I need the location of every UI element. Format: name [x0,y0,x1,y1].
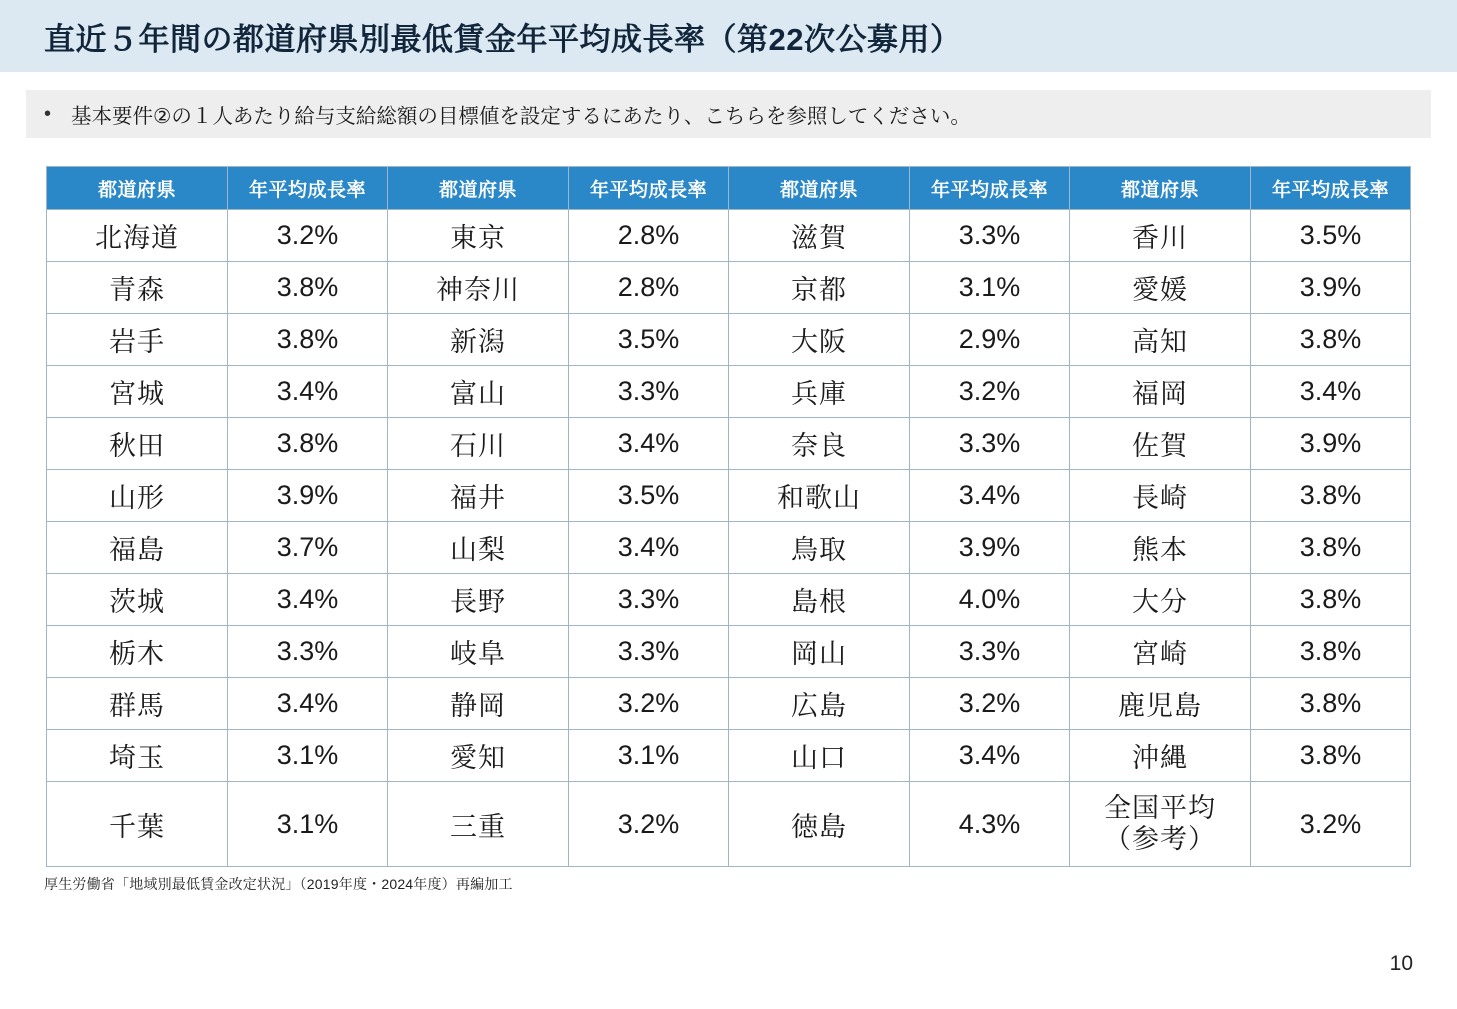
prefecture-cell: 宮崎 [1070,626,1251,678]
prefecture-cell: 大分 [1070,574,1251,626]
table-row [47,470,1411,522]
prefecture-cell: 山口 [729,730,910,782]
growth-rate-cell: 3.2% [228,210,388,262]
prefecture-growth-table [46,166,1411,867]
table-row [47,782,1411,867]
column-header: 年平均成長率 [569,167,729,210]
table-row [47,574,1411,626]
column-header: 都道府県 [47,167,228,210]
prefecture-cell: 富山 [388,366,569,418]
title-band [0,0,1457,72]
prefecture-cell: 静岡 [388,678,569,730]
growth-rate-cell: 3.8% [1251,470,1411,522]
prefecture-cell: 長野 [388,574,569,626]
prefecture-cell: 熊本 [1070,522,1251,574]
page-title: 直近５年間の都道府県別最低賃金年平均成長率（第22次公募用） [44,21,962,57]
prefecture-cell: 愛媛 [1070,262,1251,314]
prefecture-cell: 千葉 [47,782,228,867]
column-header: 都道府県 [1070,167,1251,210]
growth-rate-cell: 3.9% [228,470,388,522]
prefecture-cell: 広島 [729,678,910,730]
table-row [47,262,1411,314]
growth-rate-cell: 3.7% [228,522,388,574]
note-callout [26,90,1431,138]
prefecture-cell: 岡山 [729,626,910,678]
growth-rate-cell: 3.3% [910,626,1070,678]
prefecture-cell: 埼玉 [47,730,228,782]
growth-rate-cell: 3.4% [228,366,388,418]
prefecture-cell: 福井 [388,470,569,522]
growth-rate-cell: 3.1% [228,782,388,867]
growth-rate-cell: 3.8% [1251,574,1411,626]
growth-rate-cell: 3.3% [228,626,388,678]
table-row [47,210,1411,262]
prefecture-cell: 島根 [729,574,910,626]
prefecture-cell: 石川 [388,418,569,470]
prefecture-cell: 和歌山 [729,470,910,522]
growth-rate-cell: 3.8% [228,262,388,314]
table-row [47,626,1411,678]
growth-rate-cell: 3.9% [1251,418,1411,470]
growth-rate-cell: 3.8% [1251,314,1411,366]
growth-rate-cell: 3.8% [1251,626,1411,678]
growth-rate-cell: 3.8% [228,418,388,470]
prefecture-cell: 秋田 [47,418,228,470]
table-body [47,210,1411,867]
prefecture-cell: 鹿児島 [1070,678,1251,730]
growth-rate-cell: 3.1% [228,730,388,782]
table-row [47,314,1411,366]
growth-rate-cell: 3.8% [228,314,388,366]
bullet-icon: • [44,103,52,125]
prefecture-cell: 宮城 [47,366,228,418]
column-header: 都道府県 [729,167,910,210]
column-header: 年平均成長率 [228,167,388,210]
prefecture-cell: 東京 [388,210,569,262]
growth-rate-cell: 3.2% [910,366,1070,418]
note-text: 基本要件②の１人あたり給与支給総額の目標値を設定するにあたり、こちらを参照してください。 [71,105,971,128]
table-row [47,522,1411,574]
prefecture-cell: 滋賀 [729,210,910,262]
prefecture-cell: 山梨 [388,522,569,574]
growth-rate-cell: 3.5% [1251,210,1411,262]
prefecture-cell: 福岡 [1070,366,1251,418]
growth-rate-cell: 3.3% [569,626,729,678]
growth-rate-cell: 3.4% [569,418,729,470]
prefecture-cell: 兵庫 [729,366,910,418]
column-header: 都道府県 [388,167,569,210]
growth-rate-cell: 3.4% [910,470,1070,522]
table-row [47,366,1411,418]
growth-rate-cell: 3.2% [569,782,729,867]
growth-rate-cell: 3.9% [910,522,1070,574]
growth-rate-cell: 3.4% [228,678,388,730]
growth-rate-cell: 3.3% [569,574,729,626]
prefecture-cell: 青森 [47,262,228,314]
prefecture-cell: 佐賀 [1070,418,1251,470]
prefecture-cell: 茨城 [47,574,228,626]
prefecture-cell: 岩手 [47,314,228,366]
growth-rate-cell: 3.8% [1251,730,1411,782]
prefecture-cell: 長崎 [1070,470,1251,522]
growth-rate-cell: 3.4% [228,574,388,626]
growth-rate-cell: 2.9% [910,314,1070,366]
prefecture-cell: 栃木 [47,626,228,678]
prefecture-cell: 三重 [388,782,569,867]
prefecture-cell: 沖縄 [1070,730,1251,782]
prefecture-cell: 群馬 [47,678,228,730]
table-header-row [47,167,1411,210]
prefecture-cell: 大阪 [729,314,910,366]
table-row [47,678,1411,730]
prefecture-cell: 神奈川 [388,262,569,314]
growth-rate-cell: 3.1% [569,730,729,782]
prefecture-cell: 北海道 [47,210,228,262]
prefecture-cell: 岐阜 [388,626,569,678]
table-row [47,418,1411,470]
growth-rate-cell: 3.4% [569,522,729,574]
prefecture-cell: 徳島 [729,782,910,867]
prefecture-cell: 愛知 [388,730,569,782]
growth-rate-cell: 3.9% [1251,262,1411,314]
growth-rate-cell: 3.3% [569,366,729,418]
growth-rate-cell: 3.3% [910,418,1070,470]
growth-rate-cell: 3.4% [910,730,1070,782]
page-number: 10 [1389,952,1413,975]
growth-rate-cell: 3.4% [1251,366,1411,418]
growth-rate-cell: 3.1% [910,262,1070,314]
column-header: 年平均成長率 [1251,167,1411,210]
column-header: 年平均成長率 [910,167,1070,210]
prefecture-cell: 京都 [729,262,910,314]
growth-rate-cell: 3.3% [910,210,1070,262]
growth-rate-cell: 2.8% [569,262,729,314]
growth-rate-cell: 4.3% [910,782,1070,867]
prefecture-cell: 鳥取 [729,522,910,574]
growth-rate-cell: 3.2% [910,678,1070,730]
prefecture-cell: 新潟 [388,314,569,366]
growth-rate-cell: 3.8% [1251,678,1411,730]
source-note: 厚生労働省「地域別最低賃金改定状況」（2019年度・2024年度）再編加工 [44,876,513,892]
prefecture-cell: 香川 [1070,210,1251,262]
growth-rate-cell: 3.5% [569,470,729,522]
prefecture-cell: 奈良 [729,418,910,470]
growth-rate-cell: 3.5% [569,314,729,366]
growth-rate-cell: 3.2% [1251,782,1411,867]
growth-rate-cell: 3.2% [569,678,729,730]
prefecture-cell: 全国平均 （参考） [1070,782,1251,867]
growth-rate-cell: 3.8% [1251,522,1411,574]
growth-rate-cell: 4.0% [910,574,1070,626]
prefecture-cell: 山形 [47,470,228,522]
table-row [47,730,1411,782]
prefecture-cell: 福島 [47,522,228,574]
growth-rate-cell: 2.8% [569,210,729,262]
prefecture-cell: 高知 [1070,314,1251,366]
